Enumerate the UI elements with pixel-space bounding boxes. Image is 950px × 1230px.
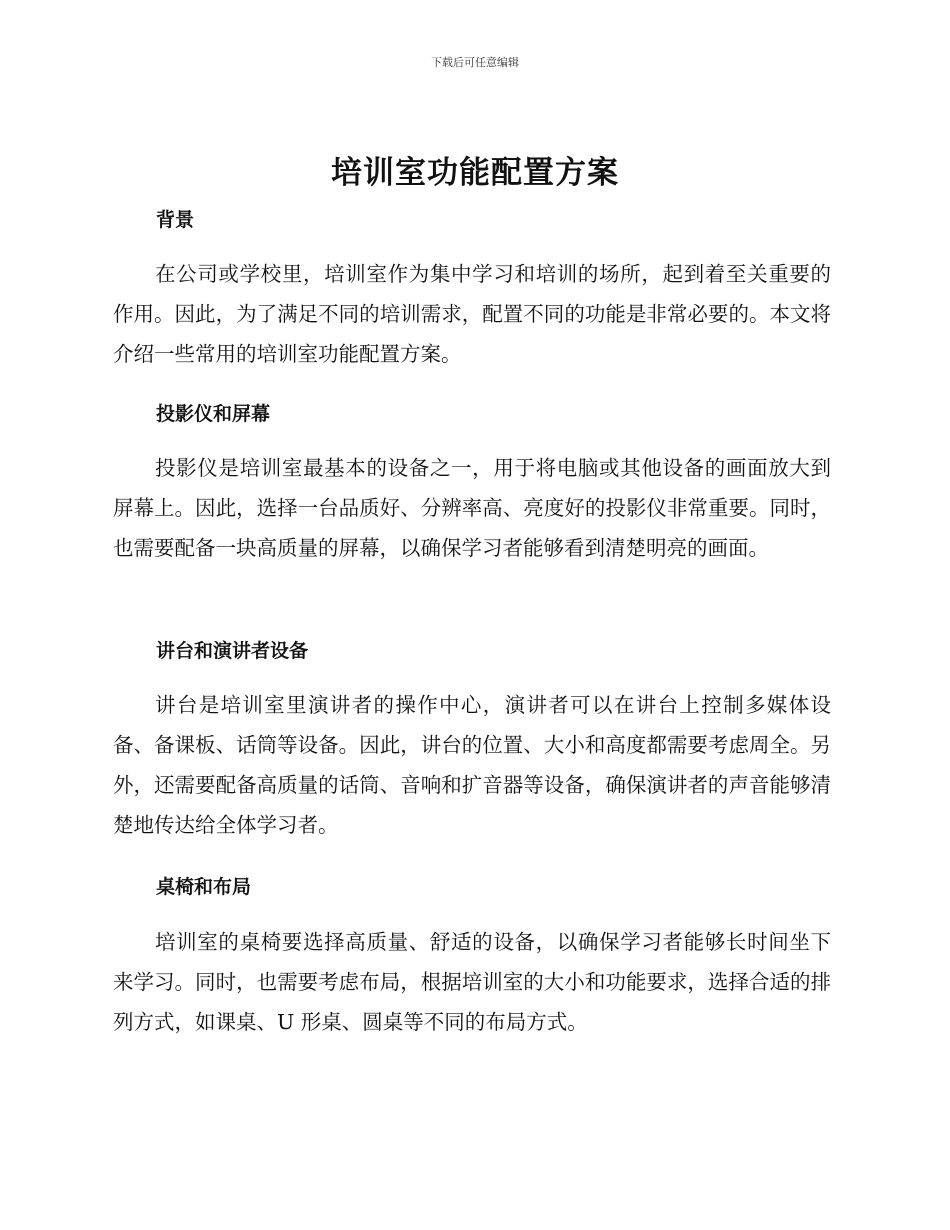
section-paragraph-projector: 投影仪是培训室最基本的设备之一，用于将电脑或其他设备的画面放大到屏幕上。因此，选择一台品质好、分辨率高、亮度好的投影仪非常重要。同时，也需要配备一块高质量的屏幕，以确保学习者能够看到清楚明亮的画面。 xyxy=(113,456,831,560)
section-heading-background: 背景 xyxy=(156,209,195,231)
section-paragraph-podium: 讲台是培训室里演讲者的操作中心，演讲者可以在讲台上控制多媒体设备、备课板、话筒等设备。因此，讲台的位置、大小和高度都需要考虑周全。另外，还需要配备高质量的话筒、音响和扩音器等设备，确保演讲者的声音能够清楚地传达给全体学习者。 xyxy=(113,693,831,837)
section-heading-furniture: 桌椅和布局 xyxy=(156,876,252,898)
header-note: 下载后可任意编辑 xyxy=(431,56,519,69)
document-title: 培训室功能配置方案 xyxy=(331,155,619,191)
section-paragraph-background: 在公司或学校里，培训室作为集中学习和培训的场所，起到着至关重要的作用。因此，为了满足不同的培训需求，配置不同的功能是非常必要的。本文将介绍一些常用的培训室功能配置方案。 xyxy=(113,262,831,366)
section-heading-podium: 讲台和演讲者设备 xyxy=(156,640,309,662)
section-heading-projector: 投影仪和屏幕 xyxy=(156,403,271,425)
section-paragraph-furniture: 培训室的桌椅要选择高质量、舒适的设备，以确保学习者能够长时间坐下来学习。同时，也需要考虑布局，根据培训室的大小和功能要求，选择合适的排列方式，如课桌、U 形桌、圆桌等不同的布局方式。 xyxy=(113,930,831,1034)
